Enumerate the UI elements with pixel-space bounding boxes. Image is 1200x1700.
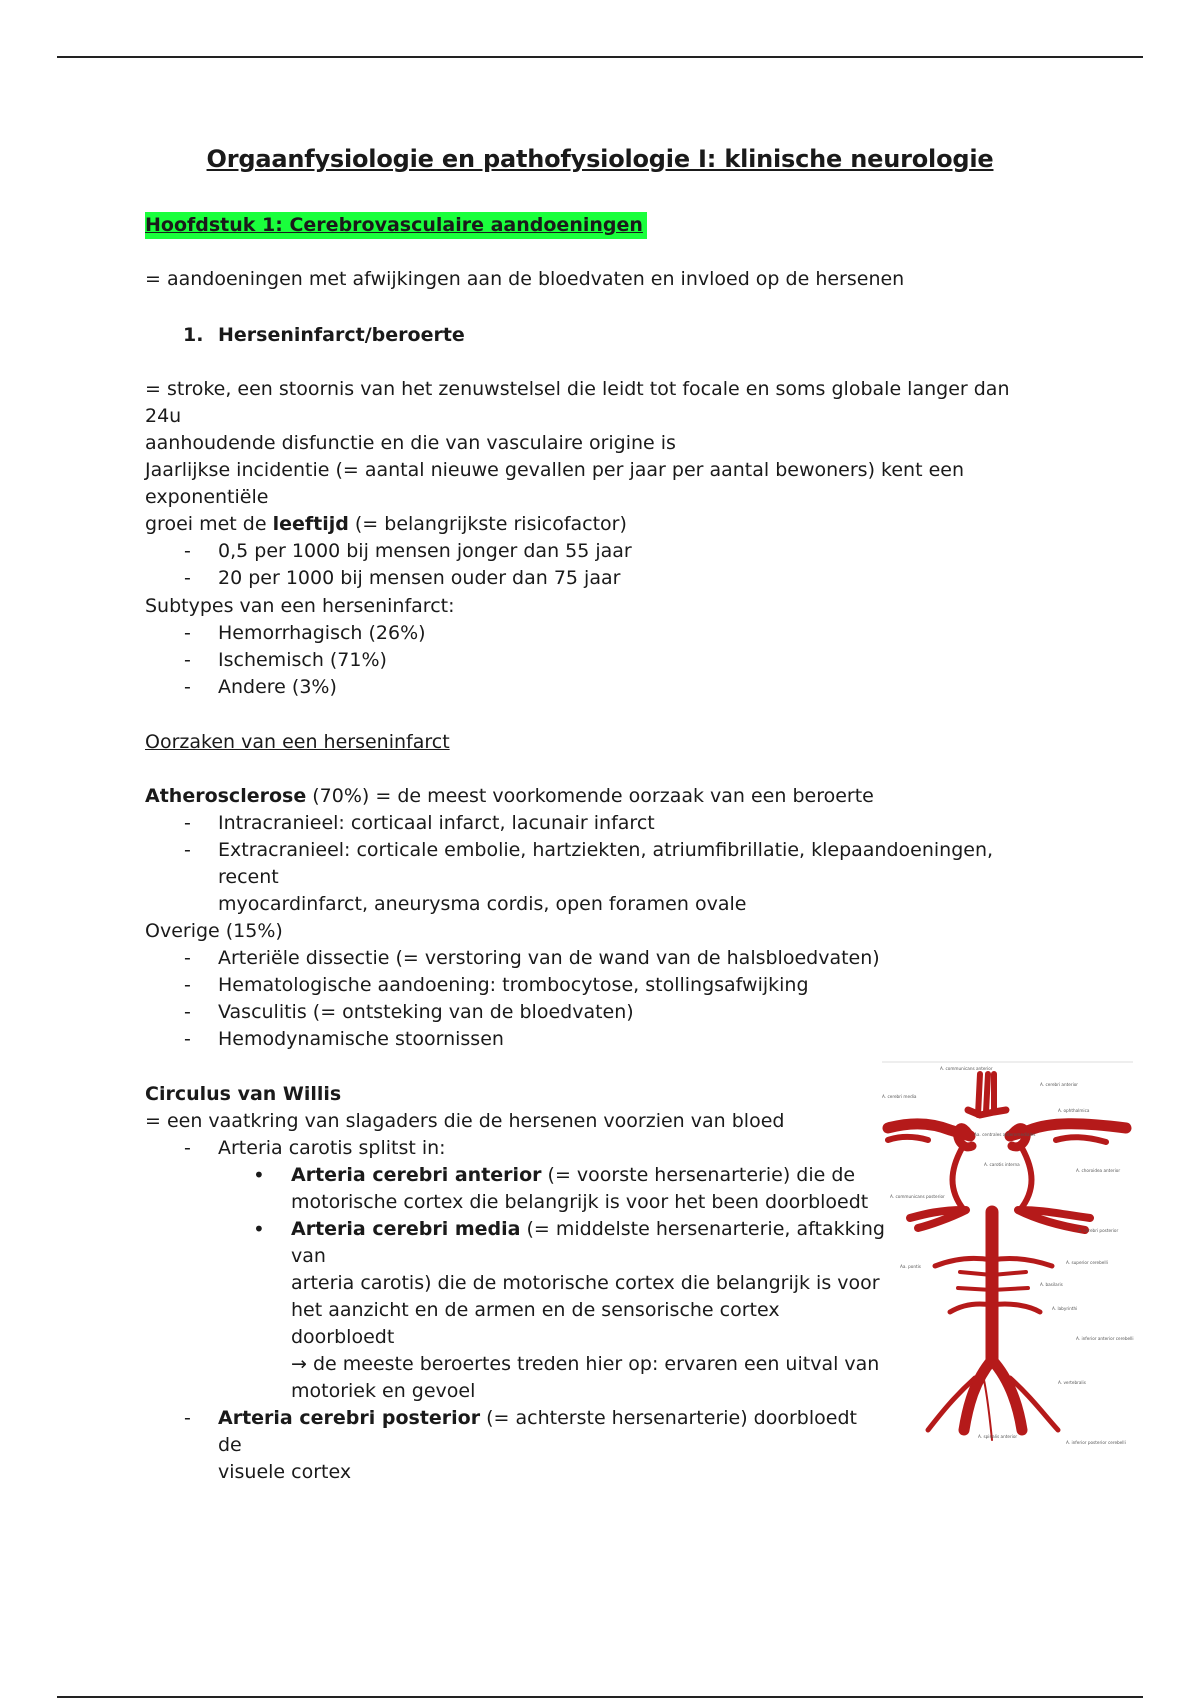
bullet-line: het aanzicht en de armen en de sensorische cortex doorbloedt — [291, 1299, 780, 1348]
label-aa-pont: Aa. pontis — [900, 1264, 921, 1269]
atherosclerose-line — [145, 783, 1045, 810]
list-item: - Arteria carotis splitst in: — [145, 1135, 885, 1162]
willis-heading: Circulus van Willis — [145, 1083, 342, 1105]
bottom-rule — [57, 1696, 1143, 1698]
subtypes-block — [145, 593, 455, 701]
posterior-communicating-left — [953, 1148, 965, 1210]
list-item-line — [218, 1405, 885, 1459]
stroke-definition-line: = stroke, een stoornis van het zenuwstelsel die leidt tot focale en soms globale langer dan 24u — [145, 378, 1010, 427]
label-aa-centr: Aa. centrales anteromediales — [974, 1132, 1036, 1137]
incidence-keyword: leeftijd — [272, 513, 349, 535]
causes-heading: Oorzaken van een herseninfarct — [145, 731, 450, 753]
willis-list-2 — [145, 1405, 885, 1486]
artery-name: Arteria cerebri media — [291, 1218, 521, 1240]
label-a-basil: A. basilaris — [1040, 1282, 1063, 1287]
label-a-inf-post: A. inferior posterior cerebelli — [1066, 1440, 1126, 1445]
anterior-cerebral-arteries — [978, 1074, 994, 1115]
incidence-line: Jaarlijkse incidentie (= aantal nieuwe gevallen per jaar per aantal bewoners) kent een exponentiële — [145, 459, 964, 508]
bullet-text: (= middelste hersenarterie, aftakking van — [291, 1218, 885, 1267]
artery-name: Arteria cerebri anterior — [291, 1164, 542, 1186]
posterior-cerebral-right — [1018, 1210, 1090, 1230]
posterior-cerebral-left — [910, 1210, 966, 1228]
label-a-carotis: A. carotis interna — [984, 1162, 1020, 1167]
vertebral-arteries — [964, 1360, 1022, 1430]
label-a-labyr: A. labyrinthi — [1052, 1306, 1078, 1311]
list-item-line: myocardinfarct, aneurysma cordis, open foramen ovale — [218, 893, 747, 915]
incidence-text: groei met de — [145, 513, 273, 535]
list-item: - Hemorrhagisch (26%) — [145, 620, 455, 647]
bullet-line: motoriek en gevoel — [291, 1380, 476, 1402]
label-a-comm-post: A. communicans posterior — [890, 1194, 945, 1199]
list-item-posterior — [145, 1405, 885, 1486]
willis-block — [145, 1081, 885, 1486]
section-heading — [183, 322, 465, 349]
list-item: - Intracranieel: corticaal infarct, lacunair infarct — [145, 810, 1045, 837]
other-causes-list — [145, 945, 880, 1053]
willis-sublist — [145, 1162, 885, 1405]
chapter-definition: = aandoeningen met afwijkingen aan de bloedvaten en invloed op de hersenen — [145, 268, 905, 290]
stroke-definition-line: aanhoudende disfunctie en die van vasculaire origine is — [145, 432, 676, 454]
circle-of-willis-diagram — [880, 1060, 1135, 1455]
bullet-line — [291, 1162, 885, 1189]
label-a-chor: A. choroidea anterior — [1076, 1168, 1121, 1173]
label-a-cer-post: A. cerebri posterior — [1078, 1228, 1119, 1233]
bullet-text: (= voorste hersenarterie) die de — [541, 1164, 856, 1186]
label-a-inf-ant: A. inferior anterior cerebelli — [1076, 1336, 1134, 1341]
willis-definition: = een vaatkring van slagaders die de hersenen voorzien van bloed — [145, 1110, 785, 1132]
list-item-line: visuele cortex — [218, 1461, 352, 1483]
bullet-line — [291, 1216, 885, 1270]
top-rule — [57, 56, 1143, 58]
label-a-sup-cer: A. superior cerebelli — [1066, 1260, 1108, 1265]
section-number: 1. — [183, 324, 204, 346]
list-item: - Hematologische aandoening: trombocytose, stollingsafwijking — [145, 972, 880, 999]
list-item: - Andere (3%) — [145, 674, 455, 701]
atherosclerose-block — [145, 783, 1045, 918]
label-a-ophth: A. ophthalmica — [1058, 1108, 1090, 1113]
section-title: Herseninfarct/beroerte — [218, 324, 465, 346]
incidence-paragraph — [145, 457, 1045, 592]
list-item: - Hemodynamische stoornissen — [145, 1026, 880, 1053]
other-causes-block — [145, 918, 880, 1053]
list-item — [145, 837, 1045, 918]
label-a-comm-ant: A. communicans anterior — [940, 1066, 993, 1071]
artery-name: Arteria cerebri posterior — [218, 1407, 481, 1429]
list-item: - 20 per 1000 bij mensen ouder dan 75 jaar — [145, 565, 1045, 592]
chapter-heading: Hoofdstuk 1: Cerebrovasculaire aandoeningen — [145, 212, 647, 239]
willis-list — [145, 1135, 885, 1162]
list-item-text: (= achterste hersenarterie) doorbloedt de — [218, 1407, 857, 1456]
atherosclerose-text: (70%) = de meest voorkomende oorzaak van een beroerte — [306, 785, 874, 807]
incidence-list — [145, 538, 1045, 592]
posterior-communicating-right — [1020, 1148, 1032, 1210]
list-item-line: - Extracranieel: corticale embolie, hartziekten, atriumfibrillatie, klepaandoeningen, recent — [218, 839, 994, 888]
other-causes-heading: Overige (15%) — [145, 920, 283, 942]
bullet-line: arteria carotis) die de motorische cortex die belangrijk is voor — [291, 1272, 880, 1294]
mca-branch-left — [888, 1137, 928, 1140]
bullet-item-anterior — [145, 1162, 885, 1216]
stroke-definition — [145, 376, 1045, 457]
list-item: - Ischemisch (71%) — [145, 647, 455, 674]
posterior-inferior-cerebellar — [928, 1378, 1058, 1430]
spinal-anterior — [984, 1380, 992, 1440]
bullet-item-media — [145, 1216, 885, 1405]
subtypes-heading: Subtypes van een herseninfarct: — [145, 595, 455, 617]
list-item: - Arteriële dissectie (= verstoring van de wand van de halsbloedvaten) — [145, 945, 880, 972]
list-item: - Vasculitis (= ontsteking van de bloedvaten) — [145, 999, 880, 1026]
incidence-line — [145, 511, 1045, 538]
bullet-line: motorische cortex die belangrijk is voor het been doorbloedt — [291, 1191, 869, 1213]
label-a-vert: A. vertebralis — [1058, 1380, 1086, 1385]
bullet-line: → de meeste beroertes treden hier op: ervaren een uitval van — [291, 1353, 880, 1375]
anterior-communicating-artery — [968, 1110, 1006, 1115]
label-a-cer-ant: A. cerebri anterior — [1040, 1082, 1079, 1087]
incidence-text: (= belangrijkste risicofactor) — [348, 513, 627, 535]
atherosclerose-list — [145, 810, 1045, 918]
document-title: Orgaanfysiologie en pathofysiologie I: klinische neurologie — [206, 145, 994, 173]
subtypes-list — [145, 620, 455, 701]
label-a-spin: A. spinalis anterior — [978, 1434, 1018, 1439]
label-a-cer-media: A. cerebri media — [882, 1094, 917, 1099]
vessels — [888, 1074, 1126, 1440]
mca-branch-right — [1056, 1137, 1106, 1142]
list-item: - 0,5 per 1000 bij mensen jonger dan 55 jaar — [145, 538, 1045, 565]
atherosclerose-term: Atherosclerose — [145, 785, 307, 807]
circle-of-willis-figure — [880, 1060, 1135, 1455]
